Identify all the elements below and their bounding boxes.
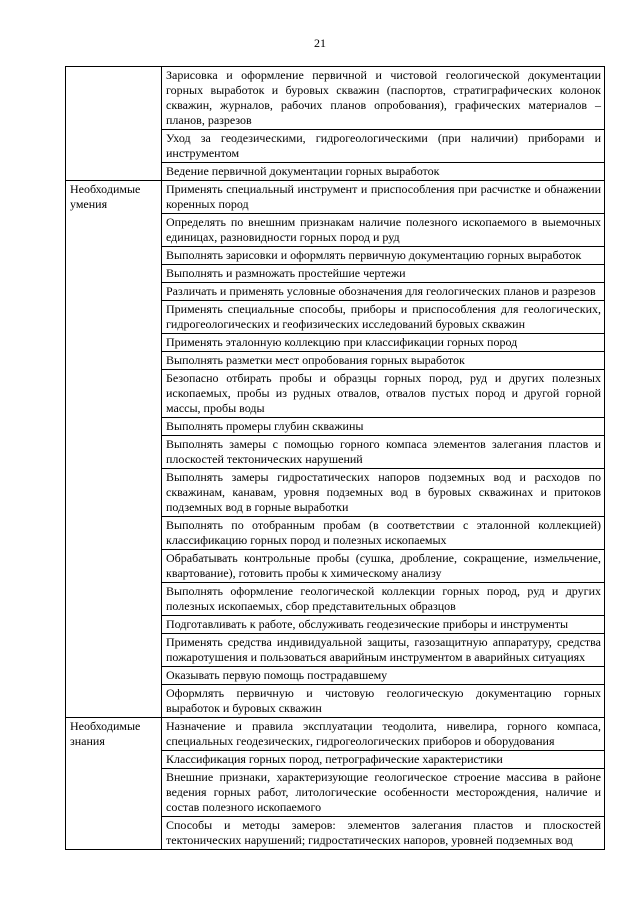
skills-item: Выполнять зарисовки и оформлять первичную документацию горных выработок [162, 247, 605, 265]
skills-item: Выполнять по отобранным пробам (в соответствии с эталонной коллекцией) классификацию горных пород и полезных ископаемых [162, 517, 605, 550]
labor-actions-item: Уход за геодезическими, гидрогеологическими (при наличии) приборами и инструментом [162, 130, 605, 163]
skills-item: Обрабатывать контрольные пробы (сушка, дробление, сокращение, измельчение, квартование), готовить пробы к химическому анализу [162, 550, 605, 583]
knowledge-item: Внешние признаки, характеризующие геологическое строение массива в районе ведения горных работ, литологические особенности месторождения, наличие и состав полезного ископаемого [162, 769, 605, 817]
knowledge-row [66, 718, 605, 751]
skills-item: Оказывать первую помощь пострадавшему [162, 667, 605, 685]
knowledge-item: Способы и методы замеров: элементов залегания пластов и плоскостей тектонических нарушений; гидростатических напоров, уровней подземных вод [162, 817, 605, 850]
skills-label: Необходимые умения [66, 181, 162, 718]
skills-item: Выполнять промеры глубин скважины [162, 418, 605, 436]
skills-item: Выполнять замеры гидростатических напоров подземных вод и расходов по скважинам, канавам, уровня подземных вод в буровых скважинах и притоков подземных вод в горные выработки [162, 469, 605, 517]
skills-item: Безопасно отбирать пробы и образцы горных пород, руд и других полезных ископаемых, пробы из рудных отвалов, отвалов пустых пород и другой горной массы, пробы воды [162, 370, 605, 418]
labor-actions-row [66, 67, 605, 130]
skills-item: Выполнять и размножать простейшие чертежи [162, 265, 605, 283]
skills-item: Выполнять оформление геологической коллекции горных пород, руд и других полезных ископаемых, сбор представительных образцов [162, 583, 605, 616]
skills-item: Применять специальный инструмент и приспособления при расчистке и обнажении коренных пород [162, 181, 605, 214]
knowledge-label: Необходимые знания [66, 718, 162, 850]
skills-item: Различать и применять условные обозначения для геологических планов и разрезов [162, 283, 605, 301]
skills-item: Определять по внешним признакам наличие полезного ископаемого в выемочных единицах, разновидности горных пород и руд [162, 214, 605, 247]
skills-item: Подготавливать к работе, обслуживать геодезические приборы и инструменты [162, 616, 605, 634]
requirements-table-body [66, 67, 605, 850]
skills-item: Применять эталонную коллекцию при классификации горных пород [162, 334, 605, 352]
skills-item: Выполнять замеры с помощью горного компаса элементов залегания пластов и плоскостей тектонических нарушений [162, 436, 605, 469]
labor-actions-label [66, 67, 162, 181]
skills-item: Оформлять первичную и чистовую геологическую документацию горных выработок и буровых скважин [162, 685, 605, 718]
skills-item: Применять специальные способы, приборы и приспособления для геологических, гидрогеологических и геофизических исследований буровых скважин [162, 301, 605, 334]
labor-actions-item: Зарисовка и оформление первичной и чистовой геологической документации горных выработок и буровых скважин (паспортов, стратиграфических колонок скважин, журналов, рабочих планов опробования), графических материалов – планов, разрезов [162, 67, 605, 130]
knowledge-item: Назначение и правила эксплуатации теодолита, нивелира, горного компаса, специальных геодезических, гидрогеологических приборов и оборудования [162, 718, 605, 751]
skills-item: Выполнять разметки мест опробования горных выработок [162, 352, 605, 370]
knowledge-item: Классификация горных пород, петрографические характеристики [162, 751, 605, 769]
requirements-table [65, 66, 605, 850]
skills-item: Применять средства индивидуальной защиты, газозащитную аппаратуру, средства пожаротушения и пользоваться аварийным инструментом в аварийных ситуациях [162, 634, 605, 667]
skills-row [66, 181, 605, 214]
labor-actions-item: Ведение первичной документации горных выработок [162, 163, 605, 181]
page-number: 21 [314, 36, 326, 50]
